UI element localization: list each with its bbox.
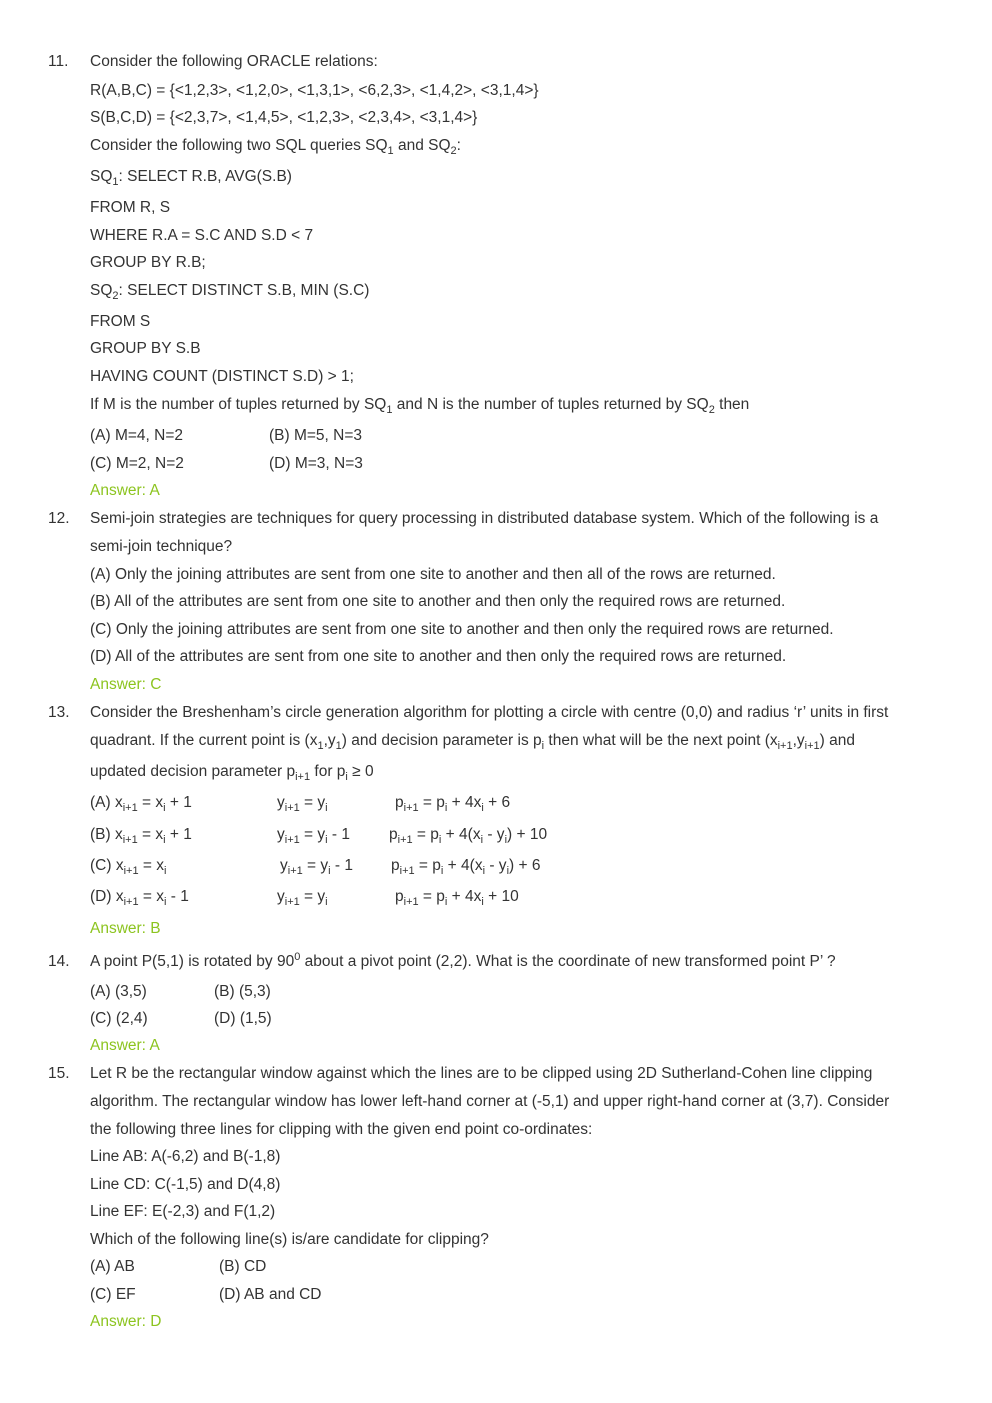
q11-number: 11. (48, 53, 69, 70)
q14-answer: Answer: A (90, 1037, 160, 1054)
q15-option-b: (B) CD (219, 1258, 267, 1275)
q13-option-b-x: (B) $x_{i+1} = x_i + 1$ (90, 826, 192, 846)
q15-line-ef: Line EF: E(-2,3) and F(1,2) (90, 1203, 276, 1220)
q15-option-a: (A) AB (90, 1258, 135, 1275)
q11-sq1-select: $SQ_1$: SELECT R.B, AVG(S.B) (90, 168, 292, 188)
q15-stem-line3: the following three lines for clipping with the given end point co-ordinates: (90, 1121, 593, 1138)
q12-option-b: (B) All of the attributes are sent from one site to another and then only the required rows are returned. (90, 593, 786, 610)
q11-intro: Consider the following two SQL queries $SQ_1$ and $SQ_2$: (90, 137, 461, 157)
q15-answer: Answer: D (90, 1313, 162, 1330)
q15-line-ab: Line AB: A(-6,2) and B(-1,8) (90, 1148, 281, 1165)
q12-stem-line2: semi-join technique? (90, 538, 233, 555)
q11-sq2-from: FROM S (90, 313, 151, 330)
q11-option-d: (D) M=3, N=3 (269, 455, 363, 472)
q13-option-c-x: (C) $x_{i+1} = x_i$ (90, 857, 167, 877)
q14-stem: A point P(5,1) is rotated by $90^0$ about a pivot point (2,2). What is the coordinate of new transformed point P’ ? (90, 951, 836, 970)
q15-option-d: (D) AB and CD (219, 1286, 322, 1303)
q11-sq1-where: WHERE R.A = S.C AND S.D < 7 (90, 227, 314, 244)
q13-option-c-p: $p_{i+1} = p_i + 4(x_i - y_i) + 6$ (391, 857, 541, 877)
q12-option-a: (A) Only the joining attributes are sent from one site to another and then all of the rows are returned. (90, 566, 776, 583)
q11-sq1-group: GROUP BY R.B; (90, 254, 206, 271)
q11-option-c: (C) M=2, N=2 (90, 455, 184, 472)
q13-option-c-y: $y_{i+1} = y_i - 1$ (280, 857, 354, 877)
q11-option-b: (B) M=5, N=3 (269, 427, 363, 444)
q11-answer: Answer: A (90, 482, 160, 499)
q15-option-c: (C) EF (90, 1286, 136, 1303)
q14-option-d: (D) (1,5) (214, 1010, 272, 1027)
q11-relation-r: R(A,B,C) = {<1,2,3>, <1,2,0>, <1,3,1>, <6,2,3>, <1,4,2>, <3,1,4>} (90, 82, 539, 99)
q13-number: 13. (48, 704, 70, 721)
q11-sq2-select: $SQ_2$: SELECT DISTINCT S.B, MIN (S.C) (90, 282, 370, 302)
q14-option-b: (B) (5,3) (214, 983, 271, 1000)
q15-stem-line1: Let R be the rectangular window against which the lines are to be clipped using 2D Sutherland-Cohen line clipping (90, 1065, 873, 1082)
q13-answer: Answer: B (90, 920, 161, 937)
q13-option-a-p: $p_{i+1} = p_i + 4x_i + 6$ (395, 794, 511, 814)
q13-option-d-y: $y_{i+1} = y_i$ (277, 888, 328, 908)
q11-option-a: (A) M=4, N=2 (90, 427, 184, 444)
q15-line-cd: Line CD: C(-1,5) and D(4,8) (90, 1176, 281, 1193)
q13-stem-line3: updated decision parameter $p_{i+1}$ for $p_i \ge 0$ (90, 763, 374, 783)
q12-number: 12. (48, 510, 70, 527)
q12-option-d: (D) All of the attributes are sent from one site to another and then only the required rows are returned. (90, 648, 787, 665)
q11-question: If M is the number of tuples returned by $SQ_1$ and N is the number of tuples returned by $SQ_2$ then (90, 396, 750, 416)
q13-option-d-p: $p_{i+1} = p_i + 4x_i + 10$ (395, 888, 519, 908)
q14-option-a: (A) (3,5) (90, 983, 147, 1000)
q15-number: 15. (48, 1065, 70, 1082)
q13-option-a-x: (A) $x_{i+1} = x_i + 1$ (90, 794, 192, 814)
q13-stem-line2: quadrant. If the current point is $(x_1,y_1)$ and decision parameter is $p_i$ then what will be the next point $(x_{i+1},y_{i+1})$ and (90, 732, 856, 752)
q14-option-c: (C) (2,4) (90, 1010, 148, 1027)
q13-option-b-p: $p_{i+1} = p_i + 4(x_i - y_i) + 10$ (389, 826, 548, 846)
q13-stem-line1: Consider the Breshenham’s circle generation algorithm for plotting a circle with centre (0,0) and radius ‘r’ units in first (90, 704, 889, 721)
q12-option-c: (C) Only the joining attributes are sent from one site to another and then only the required rows are returned. (90, 621, 834, 638)
q11-stem: Consider the following ORACLE relations: (90, 53, 378, 70)
q12-answer: Answer: C (90, 676, 162, 693)
q15-question: Which of the following line(s) is/are candidate for clipping? (90, 1231, 489, 1248)
q11-sq2-group: GROUP BY S.B (90, 340, 201, 357)
q14-number: 14. (48, 953, 70, 970)
q13-option-d-x: (D) $x_{i+1} = x_i - 1$ (90, 888, 189, 908)
q11-relation-s: S(B,C,D) = {<2,3,7>, <1,4,5>, <1,2,3>, <2,3,4>, <3,1,4>} (90, 109, 478, 126)
q11-sq1-from: FROM R, S (90, 199, 171, 216)
q15-stem-line2: algorithm. The rectangular window has lower left-hand corner at (-5,1) and upper right-hand corner at (3,7). Consider (90, 1093, 890, 1110)
q12-stem-line1: Semi-join strategies are techniques for query processing in distributed database system. Which of the following is a (90, 510, 879, 527)
q11-sq2-having: HAVING COUNT (DISTINCT S.D) > 1; (90, 368, 354, 385)
q13-option-a-y: $y_{i+1} = y_i$ (277, 794, 328, 814)
q13-option-b-y: $y_{i+1} = y_i - 1$ (277, 826, 351, 846)
